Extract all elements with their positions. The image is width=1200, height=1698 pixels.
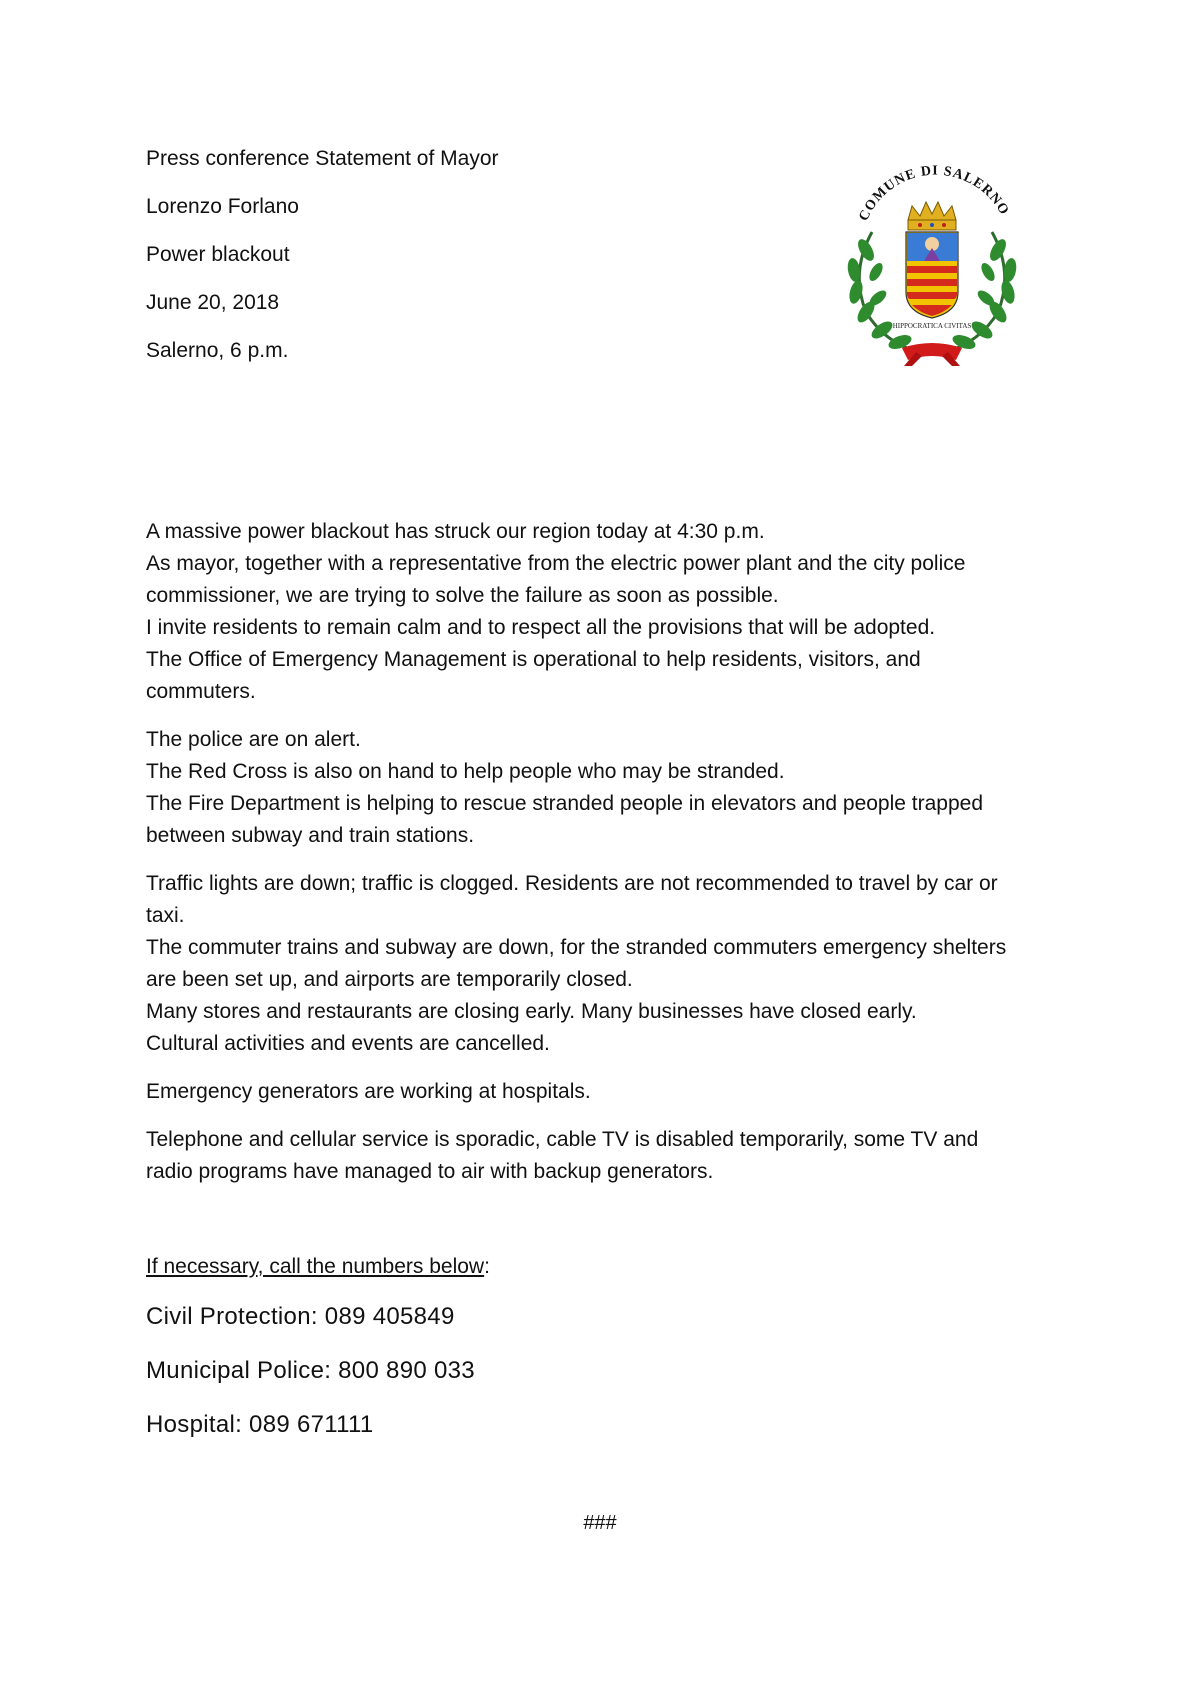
statement-line: taxi. — [146, 904, 185, 927]
statement-line: are been set up, and airports are temporarily closed. — [146, 968, 633, 991]
statement-line: Telephone and cellular service is sporadic, cable TV is disabled temporarily, some TV and — [146, 1128, 979, 1151]
statement-line: The Red Cross is also on hand to help people who may be stranded. — [146, 760, 785, 783]
seal-motto: HIPPOCRATICA CIVITAS — [892, 322, 972, 330]
contact-intro — [146, 1254, 490, 1280]
statement-body — [146, 516, 1076, 1204]
seal-ribbon — [902, 343, 962, 366]
contact-intro-text: If necessary, call the numbers below — [146, 1255, 485, 1278]
document-date: June 20, 2018 — [146, 291, 280, 314]
contact-municipal-police: Municipal Police: 800 890 033 — [146, 1357, 475, 1384]
statement-line: radio programs have managed to air with backup generators. — [146, 1160, 714, 1183]
statement-line: The Office of Emergency Management is operational to help residents, visitors, and — [146, 648, 921, 671]
place-time: Salerno, 6 p.m. — [146, 339, 289, 362]
coat-of-arms-shield — [906, 232, 958, 318]
statement-line: Traffic lights are down; traffic is clogged. Residents are not recommended to travel by car or — [146, 872, 998, 895]
statement-line: I invite residents to remain calm and to respect all the provisions that will be adopted. — [146, 616, 936, 639]
document-header — [146, 146, 766, 386]
contact-hospital: Hospital: 089 671111 — [146, 1411, 374, 1438]
statement-line: Cultural activities and events are cancelled. — [146, 1032, 550, 1055]
speaker-name: Lorenzo Forlano — [146, 195, 299, 218]
city-seal-icon — [832, 162, 1032, 367]
statement-line: The commuter trains and subway are down, for the stranded commuters emergency shelters — [146, 936, 1007, 959]
statement-line: Emergency generators are working at hospitals. — [146, 1080, 591, 1103]
statement-paragraph — [146, 516, 1076, 708]
end-mark: ### — [583, 1512, 617, 1534]
statement-paragraph — [146, 1076, 1076, 1108]
emergency-contacts — [146, 1302, 475, 1464]
statement-line: The Fire Department is helping to rescue stranded people in elevators and people trapped — [146, 792, 984, 815]
seal-arc-text: COMUNE DI SALERNO — [856, 163, 1012, 224]
contact-intro-colon: : — [484, 1255, 490, 1278]
statement-paragraph — [146, 1124, 1076, 1188]
statement-paragraph — [146, 868, 1076, 1060]
document-subject: Power blackout — [146, 243, 290, 266]
statement-line: A massive power blackout has struck our region today at 4:30 p.m. — [146, 520, 765, 543]
statement-line: The police are on alert. — [146, 728, 361, 751]
contact-civil-protection: Civil Protection: 089 405849 — [146, 1303, 455, 1330]
statement-paragraph — [146, 724, 1076, 852]
statement-line: commissioner, we are trying to solve the failure as soon as possible. — [146, 584, 779, 607]
statement-line: commuters. — [146, 680, 256, 703]
statement-line: Many stores and restaurants are closing early. Many businesses have closed early. — [146, 1000, 917, 1023]
statement-line: between subway and train stations. — [146, 824, 475, 847]
document-title: Press conference Statement of Mayor — [146, 147, 499, 170]
statement-line: As mayor, together with a representative from the electric power plant and the city police — [146, 552, 966, 575]
crown-icon — [908, 202, 956, 230]
